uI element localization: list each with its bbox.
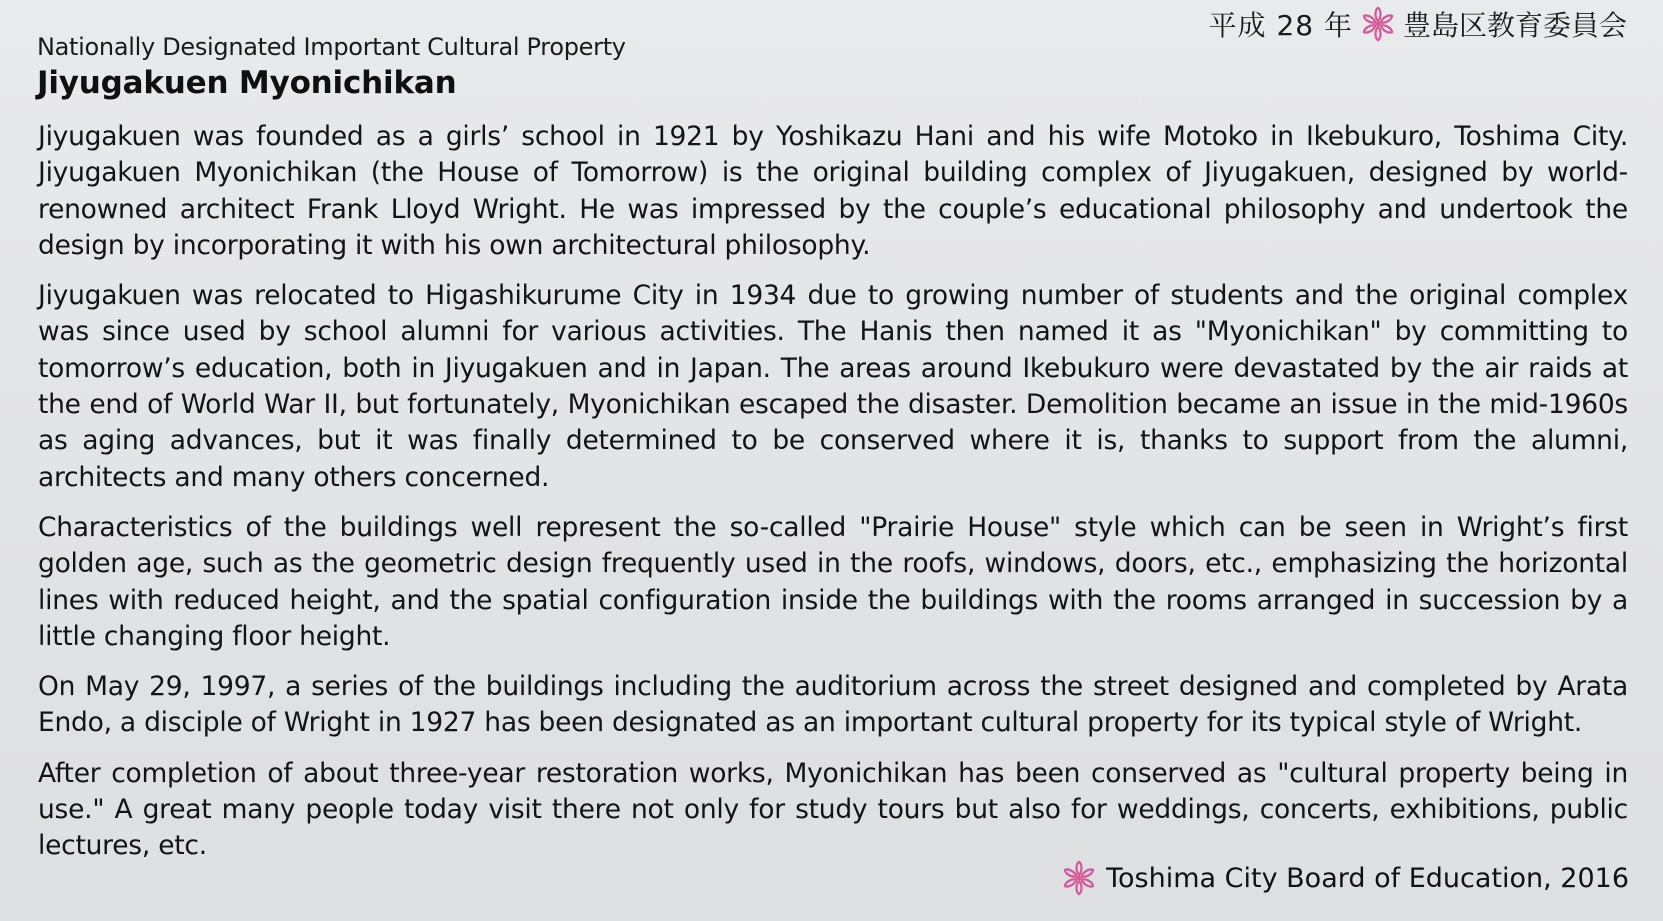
designation-subtitle: Nationally Designated Important Cultural Property [37,33,626,61]
page-title: Jiyugakuen Myonichikan [37,65,457,101]
header-issuer: 豊島区教育委員会 [1402,9,1627,42]
paragraph-restoration: After completion of about three-year restoration works, Myonichikan has been conserved as "cultural property being in use." A great many people today visit there not only for study tours but also for weddings, concerts, exhibitions, public lectures, etc. [38,757,1628,862]
header-japanese [1209,4,1627,44]
footer-credit [1060,859,1629,897]
body-text [38,119,1628,879]
header-date: 平成 28 年 [1208,9,1353,42]
footer-credit-text: Toshima City Board of Education, 2016 [1106,862,1629,894]
paragraph-relocation: Jiyugakuen was relocated to Higashikurume City in 1934 due to growing number of students and the original complex was since used by school alumni for various activities. The Hanis then named it as "Myonichikan" by committing to tomorrow’s education, both in Jiyugakuen and in Japan. The areas around Ikebukuro were devastated by the air raids at the end of World War II, but fortunately, Myonichikan escaped the disaster. Demolition became an issue in the mid-1960s as aging advances, but it was finally determined to be conserved where it is, thanks to support from the alumni, architects and many others concerned. [38,280,1628,493]
paragraph-founding: Jiyugakuen was founded as a girls’ school in 1921 by Yoshikazu Hani and his wife Motoko in Ikebukuro, Toshima City. Jiyugakuen Myonichikan (the House of Tomorrow) is the original building complex of Jiyugakuen, designed by world-renowned architect Frank Lloyd Wright. He was impressed by the couple’s educational philosophy and undertook the design by incorporating it with his own architectural philosophy. [38,121,1628,261]
flower-emblem-icon [1359,5,1397,43]
paragraph-characteristics: Characteristics of the buildings well represent the so-called "Prairie House" style which can be seen in Wright’s first golden age, such as the geometric design frequently used in the roofs, windows, doors, etc., emphasizing the horizontal lines with reduced height, and the spatial configuration inside the buildings with the rooms arranged in succession by a little changing floor height. [38,511,1628,652]
flower-emblem-icon [1060,859,1098,897]
paragraph-designation: On May 29, 1997, a series of the buildings including the auditorium across the street designed and completed by Arata Endo, a disciple of Wright in 1927 has been designated as an important cultural property for its typical style of Wright. [38,671,1628,739]
